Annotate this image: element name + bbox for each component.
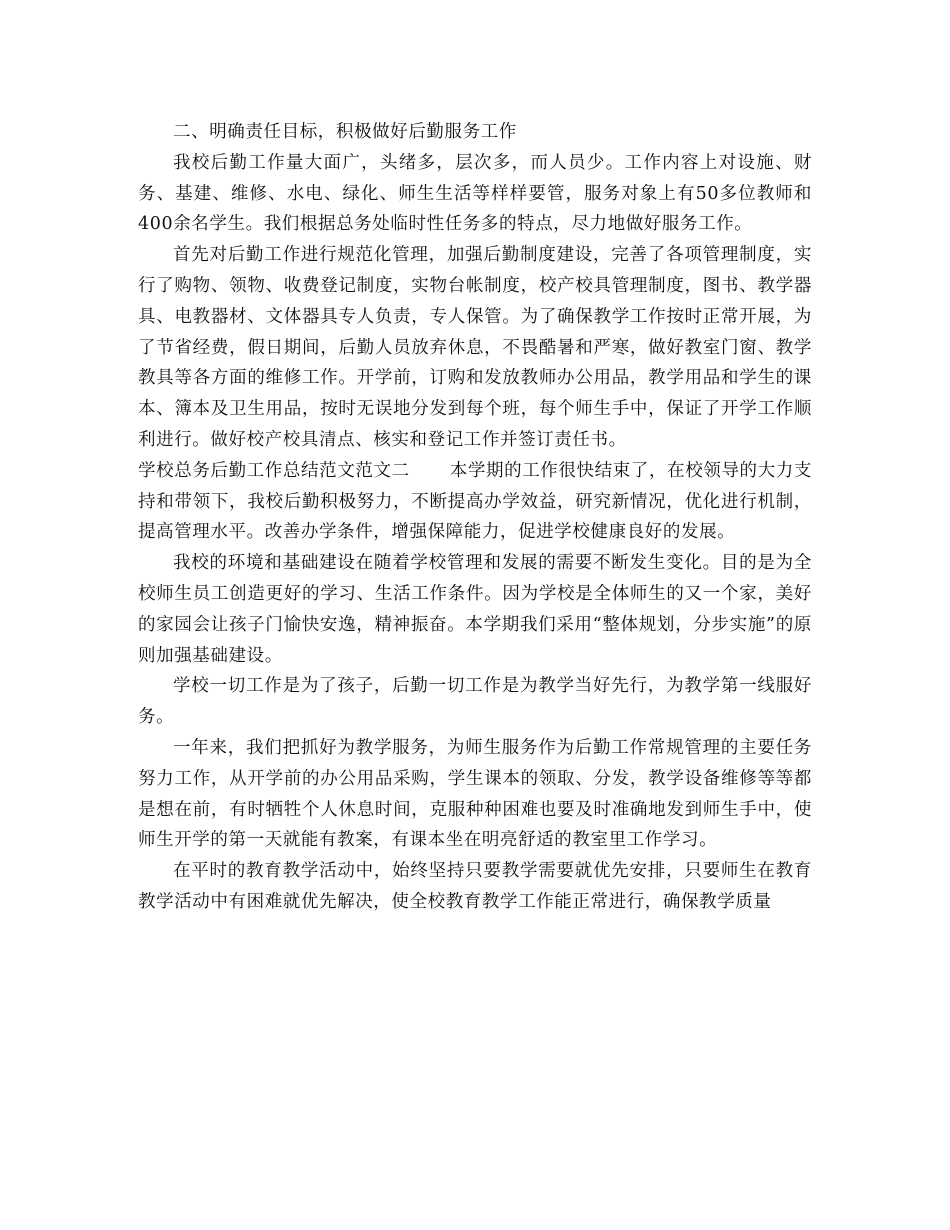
article-title: 学校总务后勤工作总结范文范文二: [138, 460, 410, 481]
article-intro-block: [138, 456, 812, 548]
paragraph-management: 首先对后勤工作进行规范化管理，加强后勤制度建设，完善了各项管理制度，实行了购物、领物、收费登记制度，实物台帐制度，校产校具管理制度，图书、教学器具、电教器材、文体器具专人负责，专人保管。为了确保教学工作按时正常开展，为了节省经费，假日期间，后勤人员放弃休息，不畏酷暑和严寒，做好教室门窗、教学教具等各方面的维修工作。开学前，订购和发放教师办公用品，教学用品和学生的课本、簿本及卫生用品，按时无误地分发到每个班，每个师生手中，保证了开学工作顺利进行。做好校产校具清点、核实和登记工作并签订责任书。: [138, 245, 812, 450]
paragraph-daily-activities: 在平时的教育教学活动中，始终坚持只要教学需要就优先安排，只要师生在教育教学活动中有困难就优先解决，使全校教育教学工作能正常进行，确保教学质量: [138, 861, 812, 912]
paragraph-for-children: 学校一切工作是为了孩子，后勤一切工作是为教学当好先行，为教学第一线服好务。: [138, 676, 812, 728]
article-intro: 本学期的工作很快结束了，在校领导的大力支持和带领下，我校后勤积极努力，不断提高办学效益，研究新情况，优化进行机制，提高管理水平。改善办学条件，增强保障能力，促进学校健康良好的发展。: [138, 460, 813, 543]
paragraph-year-review: 一年来，我们把抓好为教学服务，为师生服务作为后勤工作常规管理的主要任务努力工作，从开学前的办公用品采购，学生课本的领取、分发，教学设备维修等等都是想在前，有时牺牲个人休息时间，克服种种困难也要及时准确地发到师生手中，使师生开学的第一天就能有教案，有课本坐在明亮舒适的教室里工作学习。: [138, 737, 812, 851]
section-heading: 二、明确责任目标，积极做好后勤服务工作: [173, 122, 517, 142]
paragraph-environment: 我校的环境和基础建设在随着学校管理和发展的需要不断发生变化。目的是为全校师生员工创造更好的学习、生活工作条件。因为学校是全体师生的又一个家，美好的家园会让孩子门愉快安逸，精神振奋。本学期我们采用“整体规划，分步实施”的原则加强基础建设。: [138, 553, 812, 666]
document-body: [138, 117, 812, 918]
paragraph-workload: 我校后勤工作量大面广，头绪多，层次多，而人员少。工作内容上对设施、财务、基建、维修、水电、绿化、师生生活等样样要管，服务对象上有50多位教师和400余名学生。我们根据总务处临时性任务多的特点，尽力地做好服务工作。: [138, 152, 812, 235]
